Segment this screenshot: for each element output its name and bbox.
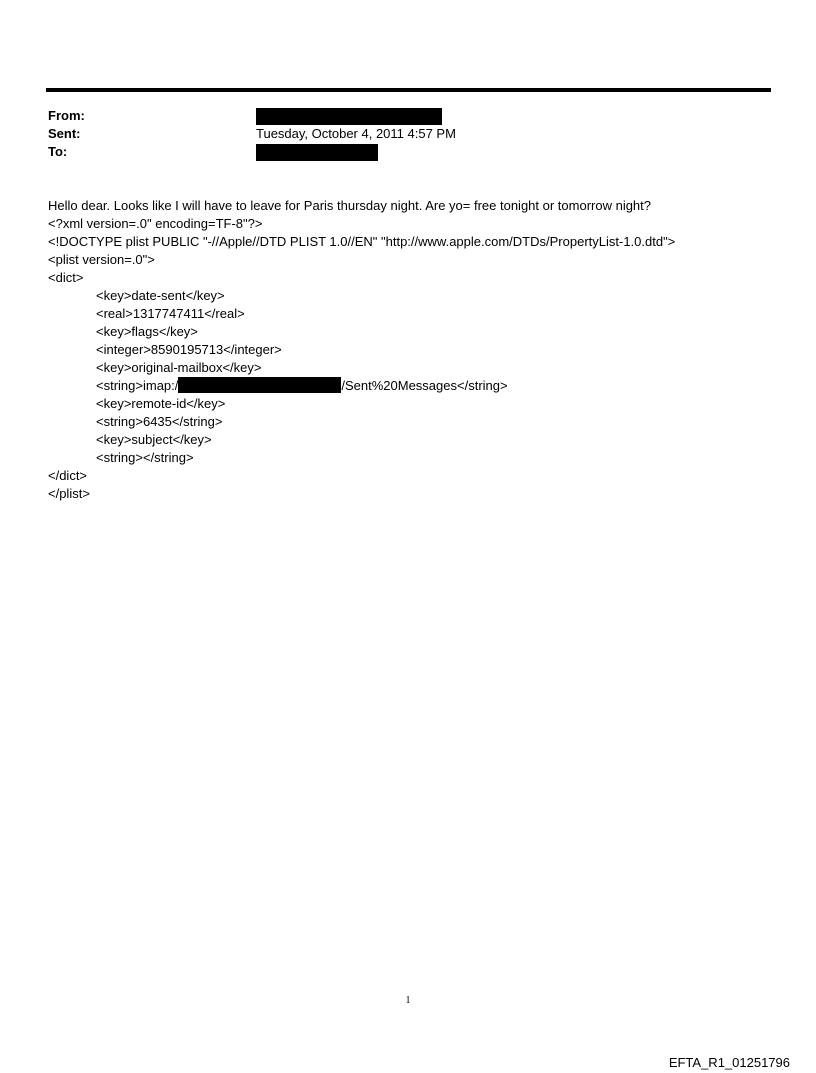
header-divider	[46, 88, 771, 92]
dict-open-line: <dict>	[48, 270, 84, 285]
document-id: EFTA_R1_01251796	[668, 1055, 790, 1070]
email-header	[48, 107, 768, 161]
string-imap-line	[48, 377, 788, 395]
xml-declaration-line: <?xml version=.0" encoding=TF-8"?>	[48, 216, 263, 231]
from-label: From:	[48, 108, 85, 123]
email-body	[48, 197, 788, 503]
sent-value: Tuesday, October 4, 2011 4:57 PM	[256, 126, 456, 141]
doctype-line: <!DOCTYPE plist PUBLIC "-//Apple//DTD PLIST 1.0//EN" "http://www.apple.com/DTDs/PropertyList-1.0.dtd">	[48, 234, 676, 249]
sent-row	[48, 125, 768, 143]
dict-close-line: </dict>	[48, 468, 88, 483]
key-date-sent-line: <key>date-sent</key>	[96, 288, 225, 303]
key-flags-line: <key>flags</key>	[96, 324, 198, 339]
real-value-line: <real>1317747411</real>	[96, 306, 245, 321]
sent-label: Sent:	[48, 126, 81, 141]
from-redaction	[256, 108, 442, 125]
string-subject-line: <string></string>	[96, 450, 194, 465]
to-row	[48, 143, 768, 161]
plist-close-line: </plist>	[48, 486, 90, 501]
integer-value-line: <integer>8590195713</integer>	[96, 342, 282, 357]
key-subject-line: <key>subject</key>	[96, 432, 212, 447]
message-line: Hello dear. Looks like I will have to leave for Paris thursday night. Are yo= free tonight or tomorrow night?	[48, 198, 652, 213]
from-row	[48, 107, 768, 125]
page-number: 1	[405, 995, 411, 1006]
key-original-mailbox-line: <key>original-mailbox</key>	[96, 360, 262, 375]
to-label: To:	[48, 144, 68, 159]
imap-suffix: /Sent%20Messages</string>	[341, 378, 508, 393]
key-remote-id-line: <key>remote-id</key>	[96, 396, 226, 411]
imap-prefix: <string>imap:/	[96, 378, 179, 393]
string-remote-id-line: <string>6435</string>	[96, 414, 223, 429]
plist-open-line: <plist version=.0">	[48, 252, 155, 267]
to-redaction	[256, 144, 378, 161]
imap-redaction	[178, 377, 341, 393]
